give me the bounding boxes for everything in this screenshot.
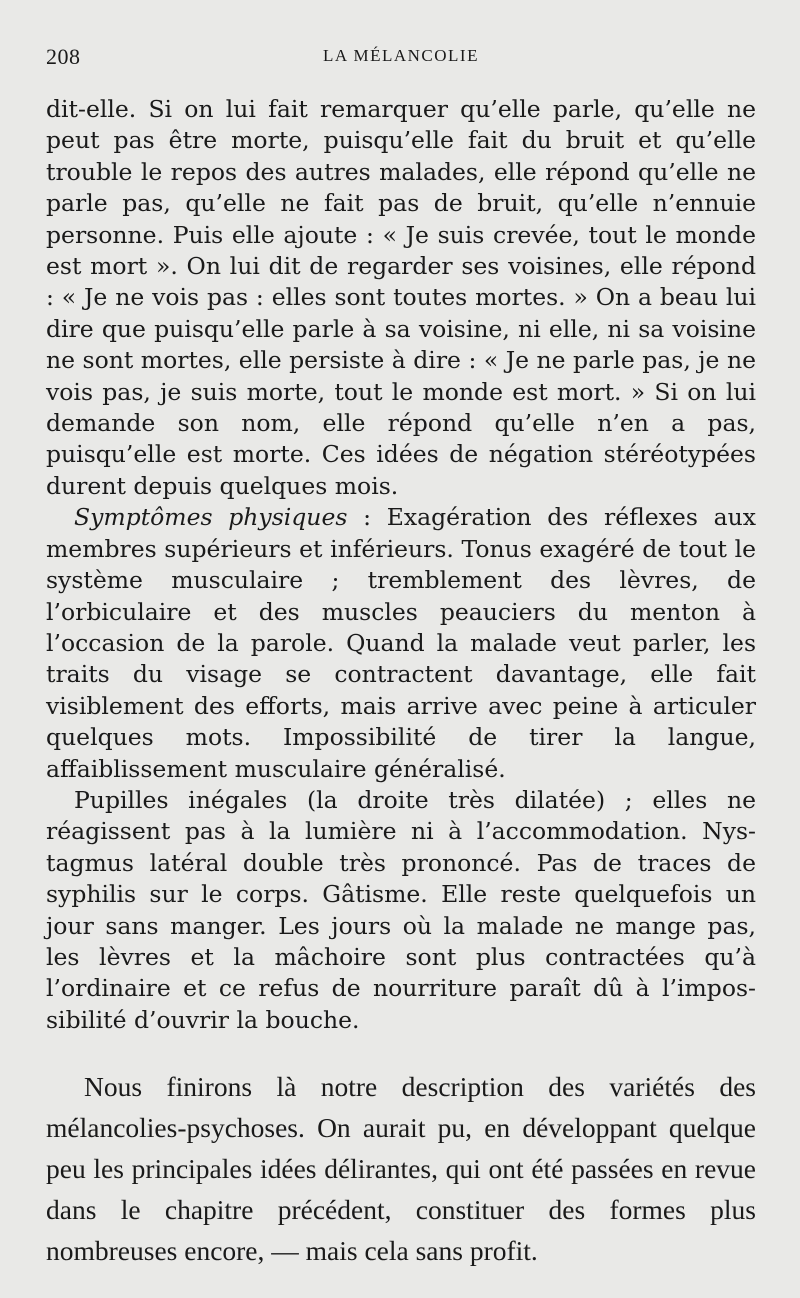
physical-symptoms-text: : Exagération des réflexes aux membres supérieurs et inférieurs. Tonus exagéré de tout le système musculaire ; tremblement des lèvres, de l’orbiculaire et des muscles peauciers du menton à l’occasion de la parole. Quand la malade veut parler, les traits du visage se contractent davantage, elle fait visiblement des efforts, mais arrive avec peine à articuler quelques mots. Impossibilité de tirer la langue, affaiblissement musculaire généralisé.: [46, 503, 756, 783]
section-lead-physical-symptoms: Symptômes physiques: [74, 503, 348, 532]
case-observation: [46, 94, 756, 1036]
paragraph-negation-ideas: dit-elle. Si on lui fait remarquer qu’elle parle, qu’elle ne peut pas être morte, puisqu’elle fait du bruit et qu’elle trouble le repos des autres malades, elle répond qu’elle ne parle pas, qu’elle ne fait pas de bruit, qu’elle n’ennuie personne. Puis elle ajoute : « Je suis crevée, tout le monde est mort ». On lui dit de regarder ses voisines, elle répond : « Je ne vois pas : elles sont toutes mortes. » On a beau lui dire que puisqu’elle parle à sa voisine, ni elle, ni sa voisine ne sont mortes, elle persiste à dire : « Je ne parle pas, je ne vois pas, je suis morte, tout le monde est mort. » Si on lui demande son nom, elle répond qu’elle n’en a pas, puisqu’elle est morte. Ces idées de négation stéréotypées durent depuis quelques mois.: [46, 95, 756, 500]
paragraph-pupils: Pupilles inégales (la droite très dilatée) ; elles ne réagissent pas à la lumière ni à l’accommodation. Nystagmus latéral double très prononcé. Pas de traces de syphilis sur le corps. Gâtisme. Elle reste quelquefois un jour sans manger. Les jours où la malade ne mange pas, les lèvres et la mâchoire sont plus contractées qu’à l’ordinaire et ce refus de nourriture paraît dû à l’impossibilité d’ouvrir la bouche.: [46, 785, 756, 1034]
page-number: 208: [46, 44, 81, 69]
closing-section: [46, 1066, 756, 1271]
page-header: [46, 44, 756, 80]
closing-paragraph: Nous finirons là notre description des variétés des mélancolies-psychoses. On aurait pu, en développant quelque peu les principales idées délirantes, qui ont été passées en revue dans le chapitre précédent, constituer des formes plus nombreuses encore, — mais cela sans profit.: [46, 1071, 756, 1267]
running-title: LA MÉLANCOLIE: [323, 46, 479, 65]
paragraph-physical-symptoms: [46, 502, 756, 785]
